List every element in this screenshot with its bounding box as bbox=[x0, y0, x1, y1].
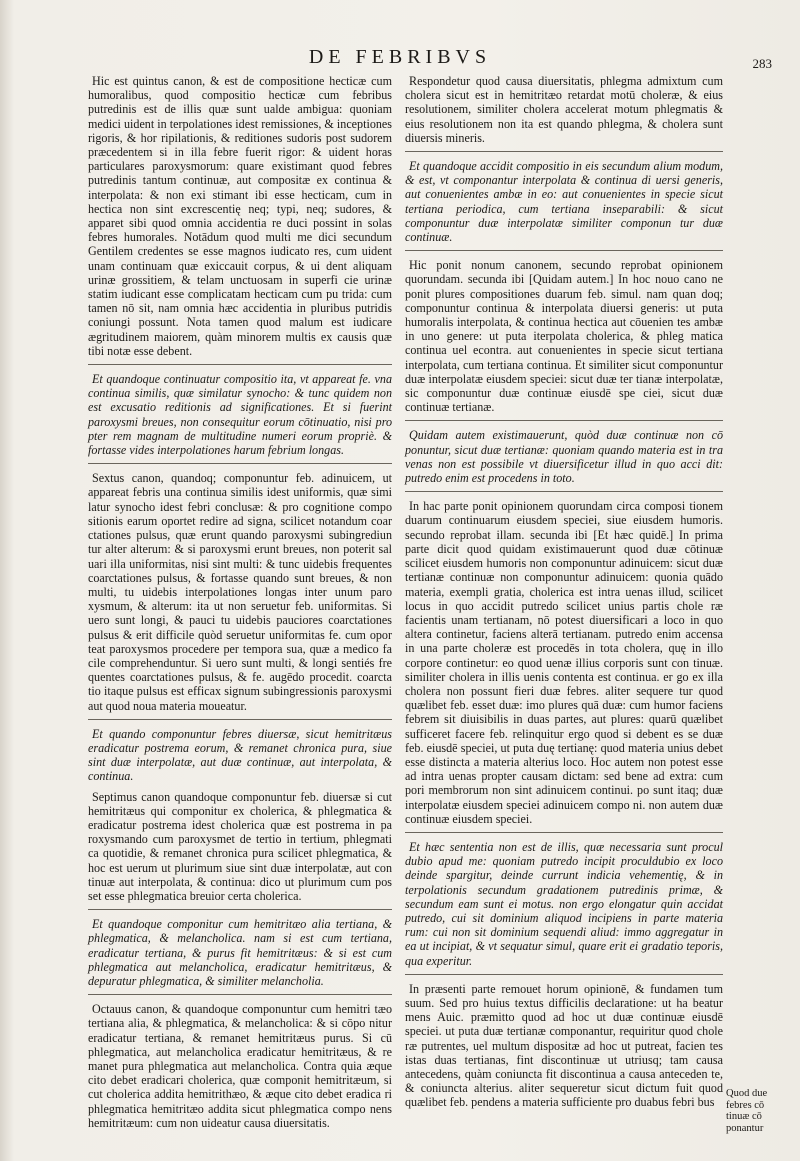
section-divider bbox=[88, 994, 392, 995]
section-divider bbox=[88, 463, 392, 464]
canon-eight-text: Et quandoque componitur cum hemitritæo alia tertiana, & phlegmatica, & melancholica. nam si est cum tertiana, eradicatur tertiana, & purus fit hemitritæus: & si est cum phlegmatica aut melancholica, eradicatur hemitritæus, & depuratur phlegmatica, & similiter melancholia. bbox=[88, 917, 392, 988]
marginal-note: Quod due febres cō tinuæ cō ponantur bbox=[726, 1088, 768, 1134]
canon-seven-commentary: Septimus canon quandoque componuntur feb. diuersæ si cut hemitritæus qui componitur ex cholerica, & phlegmatica & eradicatur postrema idest cholerica quæ est postrema in pa roxysmando cum paroxysmet de tertio in tertium, phlegmati ca quotidie, & remanet chronica pura scilicet phlegmatica, & hoc est uerum ut plurimum siue sint duæ interpolatæ, aut con tinuæ aut interpolata, & continua: dico ut plurimum cum pos set esse phlegmatica breuior certa cholerica. bbox=[88, 789, 392, 903]
canon-six-text: Et quandoque continuatur compositio ita, vt appareat fe. vna continua similis, quæ similatur synocho: & tunc quidem non est excusatio reditionis ad significationes. Et si fuerint paroxysmi breues, non consequitur eorum cōtinuatio, nisi pro pter rem magnam de multitudine numeri eorum propriè. & fortasse vides interpolationes harum febrium longas. bbox=[88, 372, 392, 458]
left-column bbox=[88, 74, 392, 1136]
running-head bbox=[0, 46, 800, 69]
section-divider bbox=[88, 719, 392, 720]
section-divider bbox=[88, 364, 392, 365]
canon-eight-commentary: Octauus canon, & quandoque componuntur cum hemitri tæo tertiana alia, & phlegmatica, & melancholica: & si cōpo nitur eradicatur tertiana, & remanet hemitritæus purus. Si cū phlegmatica, aut melancholica eradicatur hemitritæus, & re manet pura phlegmatica aut melancholica. Contra quia æque cito debet eradicari cholerica, quæ componit hemitritæum, si cut cholerica addita hemitrithæo, & æque cito debet eradica ri phlegmatica hemitritæo addita sicut phlegmatica compo nens hemitritæum: cum non uideatur causa diuersitatis. bbox=[88, 1002, 392, 1130]
canon-seven-text: Et quando componuntur febres diuersæ, sicut hemitritæus eradicatur postrema eorum, & remanet chronica pura, siue sint duæ interpolatæ, aut duæ continuæ, aut interpolata, & continua. bbox=[88, 726, 392, 784]
section-divider bbox=[405, 491, 723, 492]
right-column bbox=[405, 74, 723, 1116]
section-divider bbox=[405, 832, 723, 833]
section-divider bbox=[405, 974, 723, 975]
final-commentary: In præsenti parte remouet horum opinionē, & fundamen tum suum. Sed pro huius textus difficilis declaratione: ut ha beatur mens Auic. præmitto quod ad hoc ut duæ continuæ eiusdē speciei. ut puta duæ tertianæ componantur, requiritur quod chole ræ putrentes, uel multum dispositæ ad hoc ut putreat, facien tes istas duas tertianas, fint discontinuæ ut utriusq; tam causa antecedens, quàm coniuncta fit discontinua a causa anteceden te, & coniuncta alterius. aliter sequeretur sicut dictum fuit quod quælibet feb. pendens a materia sufficiente pro duabus febri bus bbox=[405, 981, 723, 1110]
canon-nine-commentary: Hic ponit nonum canonem, secundo reprobat opinionem quorundam. secunda ibi [Quidam autem.] In hoc nouo cano ne ponit plures compositiones duarum feb. simul. nam quan doq; componuntur continua & interpolata diuersi generis: ut puta humoralis interpolata, & continua hectica aut cōuenien tes ambæ in uno genere: ut puta iterpolata cholerica, & phleg matica continua uel econtra. aut conuenientes in specie sicut tertiana interpolata, cum tertiana continua. Et similiter sicut componuntur duæ interpolatæ eiusdem speciei: sicut duæ ter tianæ interpolatæ, sic componuntur duæ continuæ eiusdē spe ciei, sicut duæ continuæ tertianæ. bbox=[405, 258, 723, 415]
page-number: 283 bbox=[752, 56, 772, 71]
response-commentary: Respondetur quod causa diuersitatis, phlegma admixtum cum cholera sicut est in hemitritæo retardat motū choleræ, & eius resolutionem, similiter cholera accelerat motum phlegmatis & eius resolutionem non ita est quando phlegma, & cholera sunt diuersis mineris. bbox=[405, 74, 723, 145]
sententia-text: Et hæc sententia non est de illis, quæ necessaria sunt procul dubio apud me: quoniam putredo incipit proculdubio ex loco deinde spargitur, deinde currunt indicia vehementię, & in terpolationis secundum gradationem putredinis primæ, & secundum eam sunt ei motus. non ergo elongatur quin accidat putredo, cui sit dominium aliquod incipiens in parte materia rum: cui non sit dominium sequendi aliud: immo aggregatur in ea ut incipiat, & vt sequatur simul, quare erit ei gradatio teporis, qua experitur. bbox=[405, 839, 723, 968]
opinion-commentary: In hac parte ponit opinionem quorundam circa composi tionem duarum continuarum eiusdem speciei, siue eiusdem humoris. secundo reprobat illam. secunda ibi [Et hæc quidē.] In prima parte dicit quod quidam existimauerunt quod duæ cōtinuæ scilicet eiusdem humoris non componuntur adinuicem: sicut duæ tertianæ continuæ non componuntur adinuicem: quonia quādo materia, exempli gratia, cholerica est intra uenas illud, scilicet locus in quo accidit putredo scilicet unius partis chole ræ facientis unam tertianam, nō potest diuersificari a loco in quo altera continetur, faciens alterā tertianam. putredo enim accensa in una parte choleræ est procedēs in tota cholera, quę in illo corpore continetur: eo quod uenæ illius corporis sunt con tinuæ. similiter cholera in illis uenis contenta est continua. er go ex illa cholera non possunt fieri duæ febres. aliter sequere tur quod quælibet feb. esset duæ: imo plures quā duæ: cum humor faciens febrem sit diuisibilis in duas partes, aut plures: quarū quælibet sufficeret facere feb. relinquitur ergo quod si debent es se duæ feb. eiusdē speciei, ut puta duę tertianę: quod materia unius debet esse distincta a materia alterius loco. Hoc autem non potest esse ad intra uenas propter causam dictam: sed bene ad extra: cum pori membrorum non sint adinuicem continui. po sunt itaq; duæ interpolatæ eiusdem speciei adinuicem compo ni. non autem duæ continuæ eiusdem speciei. bbox=[405, 499, 723, 826]
running-head-title: DE FEBRIBVS bbox=[308, 46, 492, 68]
canon-six-commentary: Sextus canon, quandoq; componuntur feb. adinuicem, ut appareat febris una continua similis idest uniformis, quæ simi latur synocho idest febri conclusæ: & pro cognitione compo sitionis earum oportet redire ad signa, scilicet notandum coar ctationes pulsus, quæ erunt quando paroxysmi subingrediun tur alter alterum: & si paroxysmi erunt breues, non poterit sal uari illa uniformitas, nisi sint multi: & tunc uidebis frequentes coarctationes pulsus, & fortasse quando sunt breues, & non multi, tu uidebis interpolationes longas inter unum paro xysmum, & alterum: ita ut non seruetur feb. uniformitas. Si uero sunt longi, & pauci tu uidebis pauciores coarctationes pulsus & erit difficile quòd seruetur uniformitas fe. cum opor teat paroxysmos procedere per tempora sua, quæ a medico fa cile comprehenduntur. Si uero sunt multi, & longi sentiés fre quentes coarctationes pulsus, & fe. augēdo procedit. coarcta tio itaque pulsus est efficax signum subingressionis paroxysmi aut quod noua materia moueatur. bbox=[88, 471, 392, 713]
canon-nine-text: Et quandoque accidit compositio in eis secundum alium modum, & est, vt componantur interpolata & continua di uersi generis, aut conuenientes ambæ in eo: aut conuenientes in specie sicut tertiana periodica, cum tertiana inseparabili: & sicut componuntur duæ interpolatæ similiter componun tur duæ continuæ. bbox=[405, 159, 723, 245]
canon-five-commentary: Hic est quintus canon, & est de compositione hecticæ cum humoralibus, quod compositio hecticæ cum febribus putredinis est de illis quæ sunt ualde ambigua: quoniam medici uident in terpolationes idest remissiones, & inceptiones rigoris, & hor ripilationis, & reditiones sudoris post sudorem præcedentem si in illa febre fuerit rigor: & uident horas particulares paroxysmorum: quare existimant quod febres putredinis tantum continuæ, aut compositæ ex continua & interpolata: & non exi stimant ibi esse hecticam, cum in hectica non sint excrescentię neq; typi, neq; sudores, & apparet sibi quod omnia accidentia re duci possint in solas febres humorales. Notādum quod multi me dici secundum Gentilem credentes se esse magnos iudicato res, cum uident unam continuam quæ exiccauit corpus, & ui dent aliquam urinæ grossitiem, & telam unctuosam in superfi cie urinæ statim iudicant esse complicatam hecticam cum pu trida: cum tamen nō sit, nam omnia hæc accidentia in pluribus putridis coniungi possunt. Nota tamen quod malum est iudicare ægritudinem maiorem, quàm minorem multis ex causis quæ tibi notæ esse debent. bbox=[88, 74, 392, 358]
opinion-text: Quidam autem existimauerunt, quòd duæ continuæ non cō ponuntur, sicut duæ tertianæ: quoniam quando materia est in tra venas non est possibile vt diuersificetur illud in quo acci dit: putredo enim est procedens in toto. bbox=[405, 428, 723, 486]
section-divider bbox=[405, 151, 723, 152]
section-divider bbox=[88, 909, 392, 910]
section-divider bbox=[405, 420, 723, 421]
section-divider bbox=[405, 250, 723, 251]
